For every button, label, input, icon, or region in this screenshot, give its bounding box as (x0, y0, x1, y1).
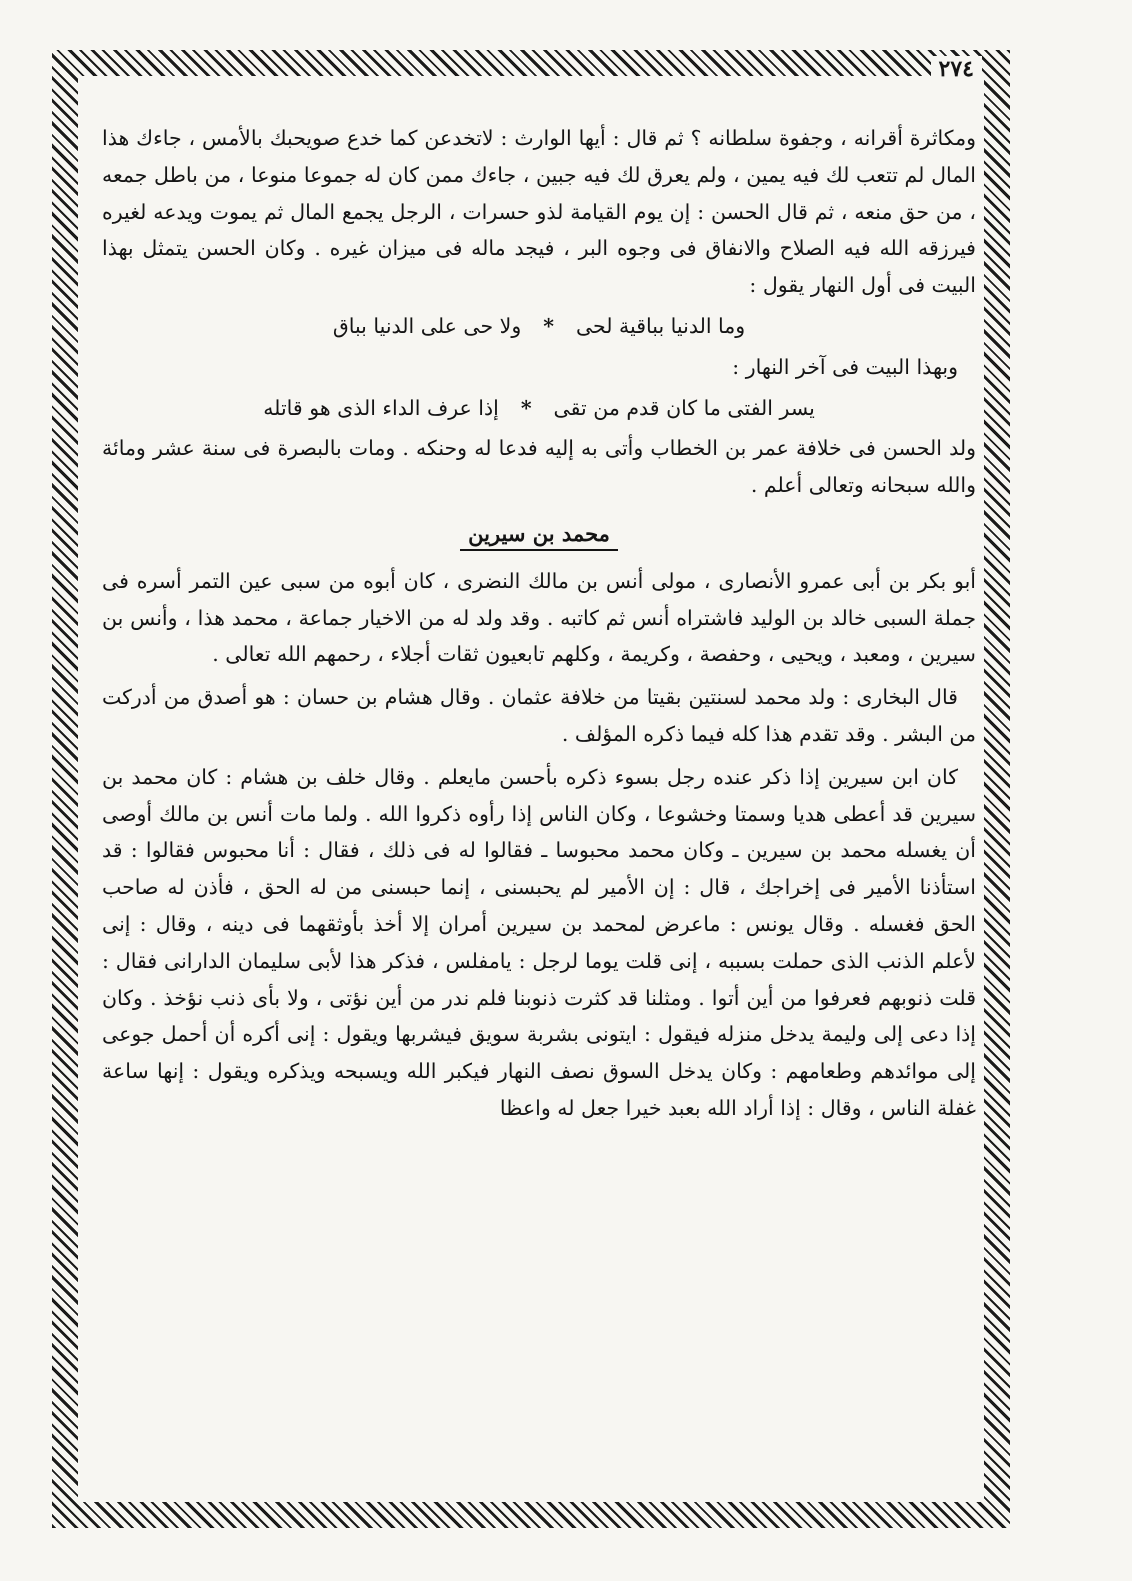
paragraph: أبو بكر بن أبى عمرو الأنصارى ، مولى أنس بن مالك النضرى ، كان أبوه من سبى عين التمر أسره فى جملة السبى خالد بن الوليد فاشتراه أنس ثم كاتبه . وقد ولد له من الاخيار جماعة ، محمد هذا ، وأنس بن سيرين ، ومعبد ، ويحيى ، وحفصة ، وكريمة ، وكلهم تابعيون ثقات أجلاء ، رحمهم الله تعالى . (102, 568, 976, 667)
verse-hemistich-left: إذا عرف الداء الذى هو قاتله (263, 395, 499, 420)
verse-hemistich-left: ولا حى على الدنيا بباق (332, 313, 522, 338)
verse-intro: وبهذا البيت فى آخر النهار : (732, 354, 958, 379)
page-number: ٢٧٤ (931, 56, 982, 82)
verse-line-1 (102, 308, 976, 345)
paragraph: كان ابن سيرين إذا ذكر عنده رجل بسوء ذكره بأحسن مايعلم . وقال خلف بن هشام : كان محمد بن سيرين قد أعطى هديا وسمتا وخشوعا ، وكان الناس إذا رأوه ذكروا الله . ولما مات أنس بن مالك أوصى أن يغسله محمد بن سيرين ـ وكان محمد محبوسا ـ فقالوا له فى ذلك ، فقال : أنا محبوس فقالوا : قد استأذنا الأمير فى إخراجك ، قال : إن الأمير لم يحبسنى ، إنما حبسنى من له الحق ، فأذن له صاحب الحق فغسله . وقال يونس : ماعرض لمحمد بن سيرين أمران إلا أخذ بأوثقهما فى دينه ، وقال : إنى لأعلم الذنب الذى حملت بسببه ، إنى قلت يوما لرجل : يامفلس ، فذكر هذا لأبى سليمان الدارانى فقال : قلت ذنوبهم فعرفوا من أين أتوا . ومثلنا قد كثرت ذنوبنا فلم ندر من أين نؤتى ، ولا بأى ذنب نؤخذ . وكان إذا دعى إلى وليمة يدخل منزله فيقول : ايتونى بشربة سويق فيشربها ويقول : إنى أكره أن أحمل جوعى إلى موائدهم وطعامهم : وكان يدخل السوق نصف النهار فيكبر الله ويسبحه ويذكره ويقول : إنها ساعة غفلة الناس ، وقال : إذا أراد الله بعبد خيرا جعل له واعظا (102, 764, 976, 1120)
verse-hemistich-right: يسر الفتى ما كان قدم من تقى (553, 395, 815, 420)
paragraph: ومكاثرة أقرانه ، وجفوة سلطانه ؟ ثم قال : أيها الوارث : لاتخدعن كما خدع صويحبك بالأمس ، جاءك هذا المال لم تتعب لك فيه يمين ، ولم يعرق لك فيه جبين ، جاءك ممن كان له جموعا منوعا ، من باطل جمعه ، من حق منعه ، ثم قال الحسن : إن يوم القيامة لذو حسرات ، الرجل يجمع المال ثم يموت ويدعه لغيره فيرزقه الله فيه الصلاح والانفاق فى وجوه البر ، فيجد ماله فى ميزان غيره . وكان الحسن يتمثل بهذا البيت فى أول النهار يقول : (102, 126, 976, 298)
section-heading-text: محمد بن سيرين (460, 521, 618, 551)
paragraph: قال البخارى : ولد محمد لسنتين بقيتا من خلافة عثمان . وقال هشام بن حسان : هو أصدق من أدركت من البشر . وقد تقدم هذا كله فيما ذكره المؤلف . (102, 685, 976, 746)
verse-separator: * (543, 313, 554, 338)
paragraph: ولد الحسن فى خلافة عمر بن الخطاب وأتى به إليه فدعا له وحنكه . ومات بالبصرة فى سنة عشر ومائة والله سبحانه وتعالى أعلم . (102, 436, 976, 498)
verse-hemistich-right: وما الدنيا بباقية لحى (575, 313, 746, 338)
section-heading (102, 516, 976, 553)
page-body (102, 120, 976, 1127)
verse-separator: * (520, 395, 532, 420)
verse-line-2 (102, 390, 976, 427)
